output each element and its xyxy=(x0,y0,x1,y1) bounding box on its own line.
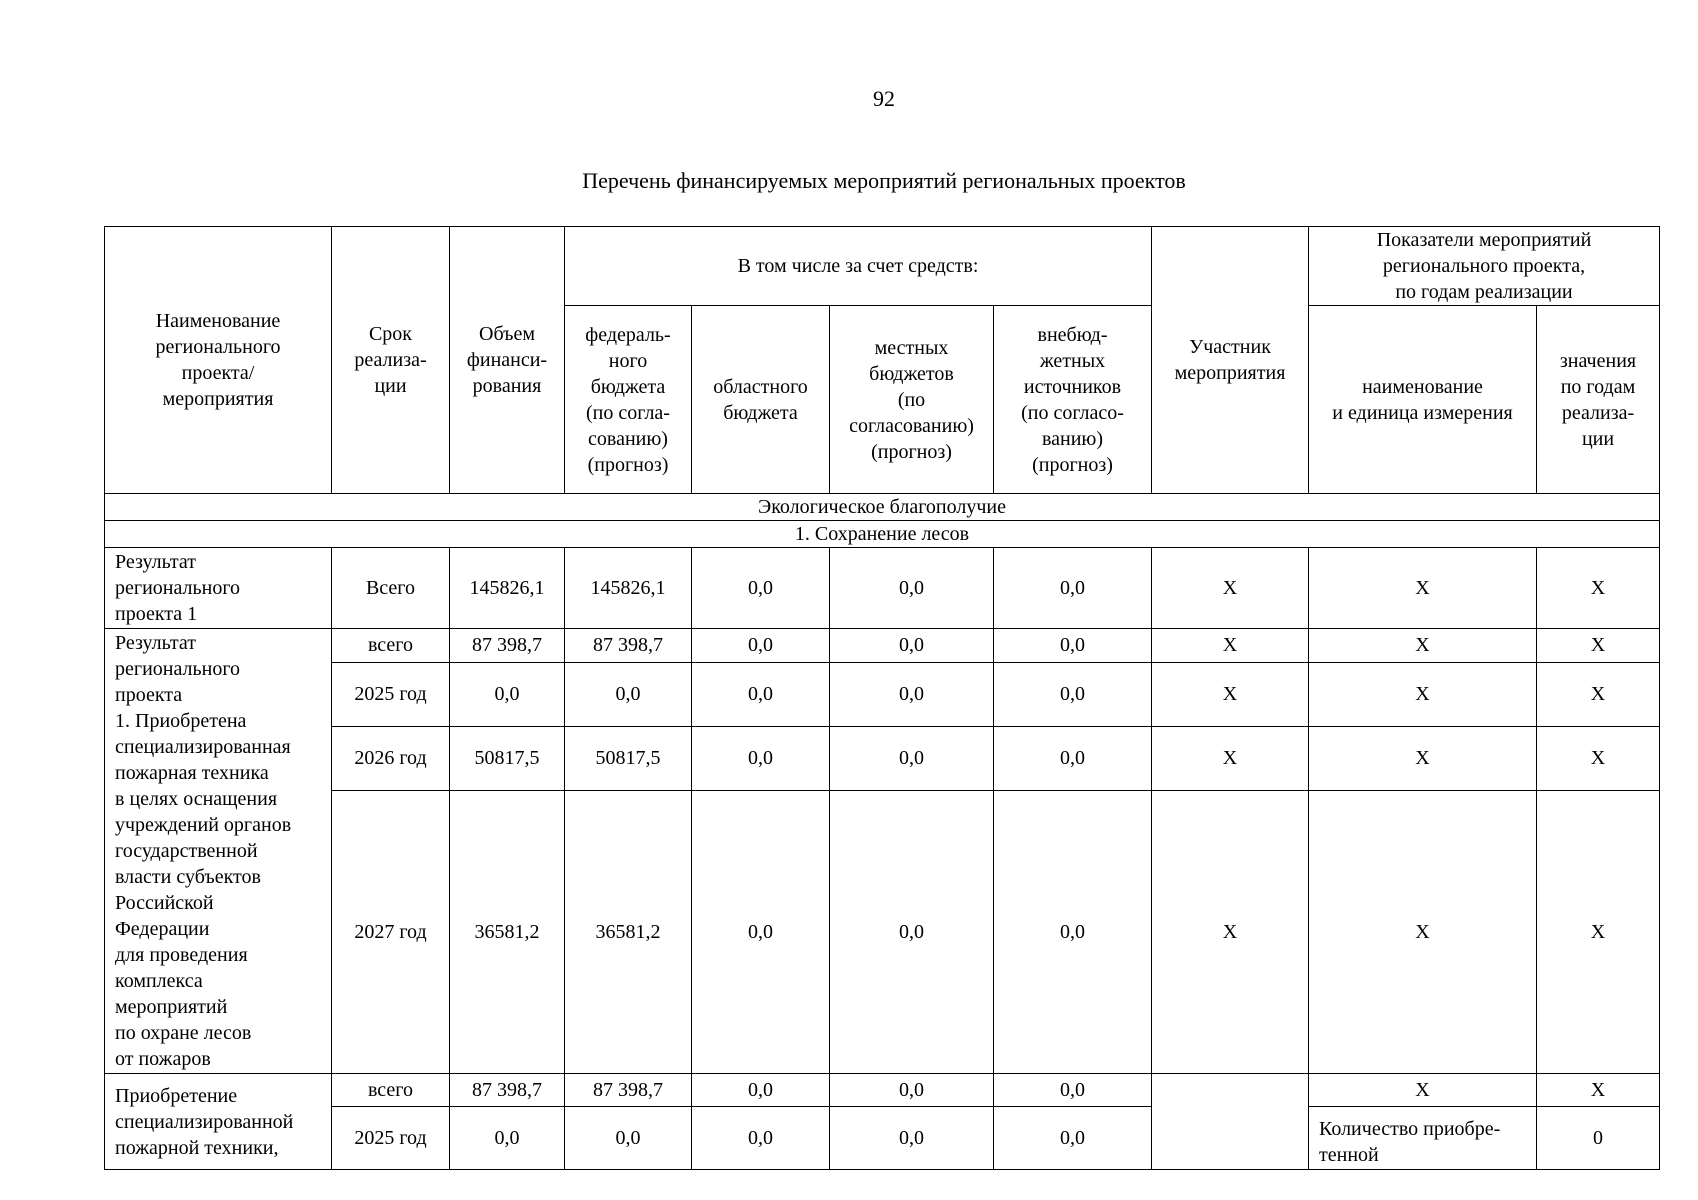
table-row xyxy=(105,790,1660,1073)
cell-federal: 0,0 xyxy=(565,1107,692,1170)
subsection-row xyxy=(105,521,1660,548)
cell-local: 0,0 xyxy=(830,1107,994,1170)
cell-regional: 0,0 xyxy=(692,790,830,1073)
cell-participant: Х xyxy=(1152,662,1309,726)
table-row xyxy=(105,548,1660,629)
cell-term: 2026 год xyxy=(332,726,450,790)
cell-indicator-values: Х xyxy=(1537,1074,1660,1107)
cell-term: 2027 год xyxy=(332,790,450,1073)
header-federal: федераль- ного бюджета (по согла- сованию) (прогноз) xyxy=(565,306,692,494)
cell-indicator-values: Х xyxy=(1537,790,1660,1073)
subsection-title: 1. Сохранение лесов xyxy=(105,521,1660,548)
cell-volume: 87 398,7 xyxy=(450,629,565,663)
cell-volume: 0,0 xyxy=(450,1107,565,1170)
cell-term: 2025 год xyxy=(332,1107,450,1170)
header-participant: Участник мероприятия xyxy=(1152,227,1309,494)
financing-table xyxy=(104,226,1660,1170)
cell-volume: 0,0 xyxy=(450,662,565,726)
header-indicator-values: значения по годам реализа- ции xyxy=(1537,306,1660,494)
cell-regional: 0,0 xyxy=(692,629,830,663)
cell-local: 0,0 xyxy=(830,1074,994,1107)
cell-federal: 87 398,7 xyxy=(565,1074,692,1107)
cell-local: 0,0 xyxy=(830,790,994,1073)
page-number: 92 xyxy=(873,86,895,111)
cell-indicator-name: Х xyxy=(1309,1074,1537,1107)
cell-indicator-values: Х xyxy=(1537,629,1660,663)
cell-volume: 87 398,7 xyxy=(450,1074,565,1107)
cell-extra: 0,0 xyxy=(994,790,1152,1073)
header-extra: внебюд- жетных источников (по согласо- ванию) (прогноз) xyxy=(994,306,1152,494)
header-row-1 xyxy=(105,227,1660,306)
result-1-1-name: Результат регионального проекта 1. Приобретена специализированная пожарная техника в целях оснащения учреждений органов государственной власти субъектов Российской Федерации для проведения комплекса мероприятий по охране лесов от пожаров xyxy=(105,629,332,1074)
activity-name: Приобретение специализированной пожарной техники, xyxy=(105,1074,332,1170)
table-row xyxy=(105,1107,1660,1170)
cell-indicator-values: Х xyxy=(1537,662,1660,726)
cell-local: 0,0 xyxy=(830,726,994,790)
cell-regional: 0,0 xyxy=(692,1074,830,1107)
cell-local: 0,0 xyxy=(830,548,994,629)
cell-regional: 0,0 xyxy=(692,548,830,629)
header-including: В том числе за счет средств: xyxy=(565,227,1152,306)
header-regional: областного бюджета xyxy=(692,306,830,494)
header-indicator-name: наименование и единица измерения xyxy=(1309,306,1537,494)
cell-volume: 145826,1 xyxy=(450,548,565,629)
cell-participant xyxy=(1152,1074,1309,1170)
cell-volume: 50817,5 xyxy=(450,726,565,790)
cell-indicator-name: Х xyxy=(1309,790,1537,1073)
cell-volume: 36581,2 xyxy=(450,790,565,1073)
cell-participant: Х xyxy=(1152,790,1309,1073)
cell-federal: 87 398,7 xyxy=(565,629,692,663)
cell-indicator-name: Х xyxy=(1309,629,1537,663)
cell-participant: Х xyxy=(1152,548,1309,629)
cell-federal: 50817,5 xyxy=(565,726,692,790)
cell-participant: Х xyxy=(1152,629,1309,663)
cell-extra: 0,0 xyxy=(994,629,1152,663)
cell-indicator-values: 0 xyxy=(1537,1107,1660,1170)
cell-term: всего xyxy=(332,629,450,663)
cell-indicator-name: Х xyxy=(1309,662,1537,726)
header-name: Наименование регионального проекта/ мероприятия xyxy=(105,227,332,494)
section-row xyxy=(105,494,1660,521)
header-term: Срок реализа- ции xyxy=(332,227,450,494)
result-1-name: Результат регионального проекта 1 xyxy=(105,548,332,629)
cell-federal: 36581,2 xyxy=(565,790,692,1073)
cell-regional: 0,0 xyxy=(692,726,830,790)
cell-extra: 0,0 xyxy=(994,1107,1152,1170)
cell-term: Всего xyxy=(332,548,450,629)
header-volume: Объем финанси- рования xyxy=(450,227,565,494)
table-row xyxy=(105,726,1660,790)
document-title: Перечень финансируемых мероприятий региональных проектов xyxy=(582,168,1186,193)
cell-federal: 145826,1 xyxy=(565,548,692,629)
cell-extra: 0,0 xyxy=(994,726,1152,790)
cell-extra: 0,0 xyxy=(994,662,1152,726)
table-row xyxy=(105,629,1660,663)
cell-local: 0,0 xyxy=(830,662,994,726)
cell-regional: 0,0 xyxy=(692,662,830,726)
cell-indicator-name: Х xyxy=(1309,548,1537,629)
cell-term: всего xyxy=(332,1074,450,1107)
cell-indicator-values: Х xyxy=(1537,726,1660,790)
cell-regional: 0,0 xyxy=(692,1107,830,1170)
cell-participant: Х xyxy=(1152,726,1309,790)
cell-local: 0,0 xyxy=(830,629,994,663)
section-title: Экологическое благополучие xyxy=(105,494,1660,521)
table-row xyxy=(105,1074,1660,1107)
table-row xyxy=(105,662,1660,726)
header-local: местных бюджетов (по согласованию) (прогноз) xyxy=(830,306,994,494)
cell-term: 2025 год xyxy=(332,662,450,726)
cell-indicator-name: Х xyxy=(1309,726,1537,790)
cell-extra: 0,0 xyxy=(994,548,1152,629)
cell-indicator-values: Х xyxy=(1537,548,1660,629)
cell-indicator-name: Количество приобре- тенной xyxy=(1309,1107,1537,1170)
cell-federal: 0,0 xyxy=(565,662,692,726)
header-indicators: Показатели мероприятий регионального проекта, по годам реализации xyxy=(1309,227,1660,306)
cell-extra: 0,0 xyxy=(994,1074,1152,1107)
